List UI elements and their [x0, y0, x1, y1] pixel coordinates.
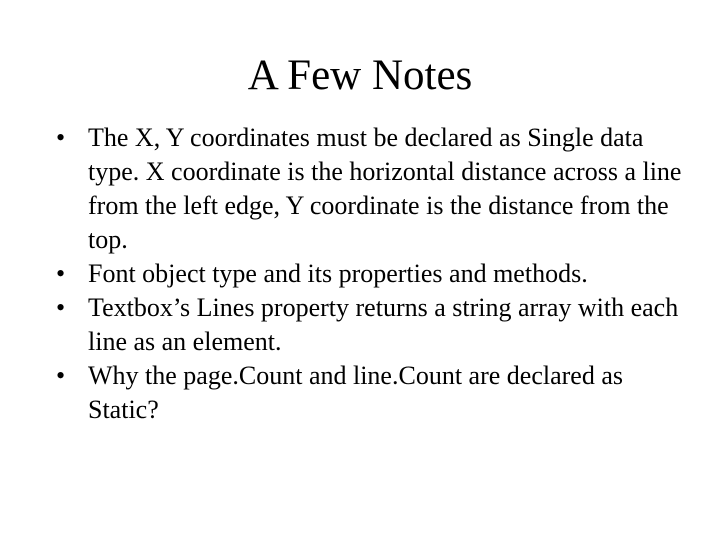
bullet-item-static-question — [0, 359, 720, 427]
bullet-list — [0, 121, 720, 427]
bullet-item-textbox-lines — [0, 291, 720, 359]
bullet-icon: • — [56, 123, 66, 152]
bullet-item-font-object — [0, 257, 720, 291]
bullet-icon: • — [56, 259, 66, 288]
bullet-icon: • — [56, 293, 66, 322]
bullet-icon: • — [56, 361, 66, 390]
bullet-text: The X, Y coordinates must be declared as Single data type. X coordinate is the horizontal distance across a line from the left edge, Y coordinate is the distance from the top. — [88, 123, 682, 254]
bullet-item-coordinates — [0, 121, 720, 257]
bullet-text: Why the page.Count and line.Count are declared as Static? — [88, 361, 623, 424]
bullet-text: Font object type and its properties and methods. — [88, 259, 588, 288]
slide-title: A Few Notes — [247, 52, 473, 99]
bullet-text: Textbox’s Lines property returns a string array with each line as an element. — [88, 293, 679, 356]
